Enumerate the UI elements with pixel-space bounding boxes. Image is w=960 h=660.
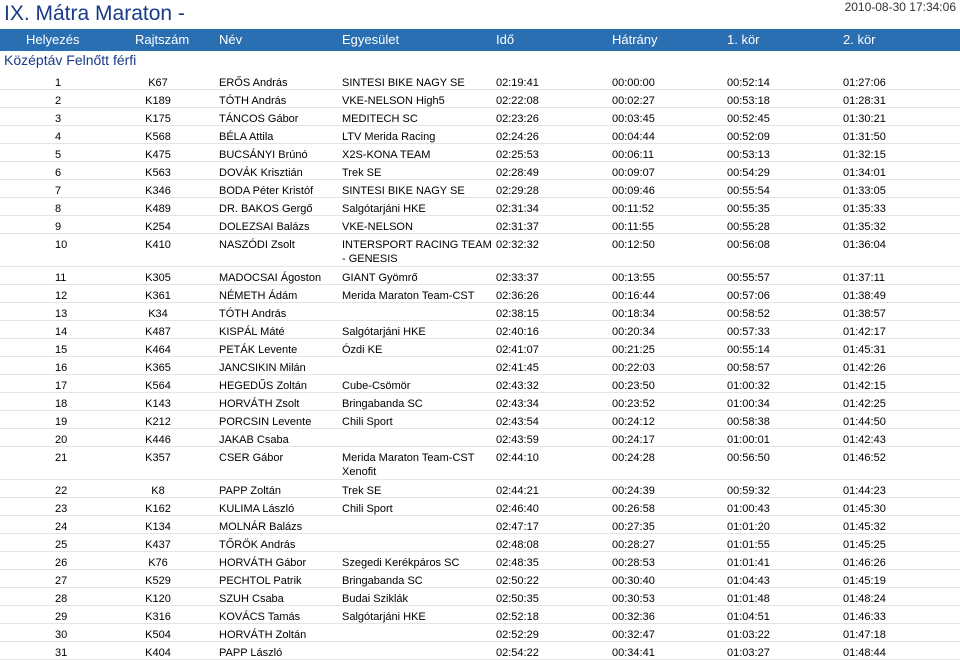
- cell-lap1: 01:03:27: [727, 647, 770, 659]
- cell-lap2: 01:46:26: [843, 557, 886, 569]
- cell-bib: K464: [145, 344, 171, 356]
- header-name: Név: [219, 32, 243, 47]
- cell-time: 02:43:34: [496, 398, 539, 410]
- cell-time: 02:33:37: [496, 272, 539, 284]
- cell-place: 5: [55, 149, 62, 161]
- table-row: [0, 624, 960, 642]
- cell-name: NASZÓDI Zsolt: [219, 239, 295, 251]
- cell-bib: K529: [145, 575, 171, 587]
- header-time: Idő: [496, 32, 515, 47]
- cell-bib: K34: [148, 308, 168, 320]
- cell-name: HEGEDŰS Zoltán: [219, 380, 308, 392]
- cell-gap: 00:00:00: [612, 77, 655, 89]
- cell-gap: 00:09:46: [612, 185, 655, 197]
- table-row: [0, 267, 960, 285]
- cell-lap1: 00:52:09: [727, 131, 770, 143]
- column-header-bar: [0, 29, 960, 51]
- cell-name: KISPÁL Máté: [219, 326, 285, 338]
- cell-gap: 00:32:47: [612, 629, 655, 641]
- cell-place: 30: [55, 629, 68, 641]
- cell-lap2: 01:31:50: [843, 131, 886, 143]
- cell-gap: 00:26:58: [612, 503, 655, 515]
- cell-lap1: 01:01:41: [727, 557, 770, 569]
- cell-place: 2: [55, 95, 62, 107]
- cell-name: PORCSIN Levente: [219, 416, 312, 428]
- cell-name: TÁNCOS Gábor: [219, 113, 299, 125]
- cell-gap: 00:18:34: [612, 308, 655, 320]
- cell-place: 19: [55, 416, 68, 428]
- cell-bib: K189: [145, 95, 171, 107]
- cell-bib: K305: [145, 272, 171, 284]
- cell-gap: 00:04:44: [612, 131, 655, 143]
- cell-club: Chili Sport: [342, 503, 393, 515]
- cell-lap2: 01:48:44: [843, 647, 886, 659]
- table-row: [0, 447, 960, 480]
- cell-place: 15: [55, 344, 68, 356]
- cell-time: 02:41:45: [496, 362, 539, 374]
- cell-name: ERŐS András: [219, 77, 288, 89]
- cell-name: DOLEZSAI Balázs: [219, 221, 310, 233]
- cell-lap2: 01:35:33: [843, 203, 886, 215]
- cell-lap1: 00:54:29: [727, 167, 770, 179]
- table-row: [0, 285, 960, 303]
- cell-lap2: 01:32:15: [843, 149, 886, 161]
- table-row: [0, 198, 960, 216]
- cell-bib: K8: [151, 485, 165, 497]
- cell-name: TÓTH András: [219, 95, 287, 107]
- cell-lap1: 01:00:34: [727, 398, 770, 410]
- table-row: [0, 234, 960, 267]
- cell-bib: K346: [145, 185, 171, 197]
- cell-bib: K563: [145, 167, 171, 179]
- cell-club: Salgótarjáni HKE: [342, 326, 426, 338]
- cell-lap1: 00:56:08: [727, 239, 770, 251]
- cell-gap: 00:24:39: [612, 485, 655, 497]
- cell-lap2: 01:35:32: [843, 221, 886, 233]
- table-row: [0, 357, 960, 375]
- cell-gap: 00:22:03: [612, 362, 655, 374]
- cell-lap1: 00:53:18: [727, 95, 770, 107]
- cell-time: 02:24:26: [496, 131, 539, 143]
- cell-lap2: 01:42:43: [843, 434, 886, 446]
- cell-place: 11: [55, 272, 67, 284]
- cell-lap1: 00:55:54: [727, 185, 770, 197]
- table-row: [0, 480, 960, 498]
- cell-bib: K410: [145, 239, 171, 251]
- cell-time: 02:52:29: [496, 629, 539, 641]
- cell-lap2: 01:45:19: [843, 575, 886, 587]
- cell-place: 24: [55, 521, 68, 533]
- cell-gap: 00:24:17: [612, 434, 655, 446]
- cell-time: 02:43:32: [496, 380, 539, 392]
- cell-name: PETÁK Levente: [219, 344, 298, 356]
- cell-lap2: 01:47:18: [843, 629, 886, 641]
- cell-lap1: 01:04:43: [727, 575, 770, 587]
- cell-bib: K504: [145, 629, 171, 641]
- cell-lap1: 00:58:52: [727, 308, 770, 320]
- cell-gap: 00:32:36: [612, 611, 655, 623]
- cell-lap2: 01:30:21: [843, 113, 886, 125]
- cell-lap1: 00:57:33: [727, 326, 770, 338]
- cell-time: 02:47:17: [496, 521, 539, 533]
- cell-bib: K365: [145, 362, 171, 374]
- cell-bib: K67: [148, 77, 168, 89]
- cell-name: KULIMA László: [219, 503, 295, 515]
- cell-time: 02:32:32: [496, 239, 539, 251]
- table-row: [0, 411, 960, 429]
- cell-time: 02:43:59: [496, 434, 539, 446]
- cell-lap2: 01:44:23: [843, 485, 886, 497]
- cell-bib: K564: [145, 380, 171, 392]
- cell-name: PECHTOL Patrik: [219, 575, 302, 587]
- cell-name: TŐRÖK András: [219, 539, 296, 551]
- cell-lap1: 01:00:01: [727, 434, 770, 446]
- cell-time: 02:31:34: [496, 203, 539, 215]
- cell-club: MEDITECH SC: [342, 113, 418, 125]
- cell-lap2: 01:45:25: [843, 539, 886, 551]
- cell-bib: K76: [148, 557, 168, 569]
- cell-lap1: 00:55:57: [727, 272, 770, 284]
- cell-lap2: 01:27:06: [843, 77, 886, 89]
- cell-lap1: 00:56:50: [727, 452, 770, 464]
- table-row: [0, 588, 960, 606]
- cell-time: 02:44:21: [496, 485, 539, 497]
- cell-club: Bringabanda SC: [342, 575, 423, 587]
- cell-club: Chili Sport: [342, 416, 393, 428]
- report-timestamp: 2010-08-30 17:34:06: [844, 0, 956, 14]
- cell-bib: K162: [145, 503, 171, 515]
- cell-lap2: 01:46:33: [843, 611, 886, 623]
- cell-lap2: 01:33:05: [843, 185, 886, 197]
- cell-name: SZUH Csaba: [219, 593, 284, 605]
- cell-lap1: 00:58:57: [727, 362, 770, 374]
- cell-gap: 00:28:27: [612, 539, 655, 551]
- cell-club: Ózdi KE: [342, 344, 383, 356]
- table-row: [0, 321, 960, 339]
- header-club: Egyesület: [342, 32, 400, 47]
- cell-time: 02:38:15: [496, 308, 539, 320]
- cell-place: 20: [55, 434, 68, 446]
- cell-lap2: 01:37:11: [843, 272, 886, 284]
- cell-gap: 00:02:27: [612, 95, 655, 107]
- header-gap: Hátrány: [612, 32, 658, 47]
- cell-gap: 00:12:50: [612, 239, 655, 251]
- cell-lap1: 01:04:51: [727, 611, 770, 623]
- cell-place: 7: [55, 185, 62, 197]
- cell-place: 13: [55, 308, 68, 320]
- cell-time: 02:50:35: [496, 593, 539, 605]
- cell-time: 02:46:40: [496, 503, 539, 515]
- cell-lap2: 01:45:30: [843, 503, 886, 515]
- cell-lap1: 00:55:35: [727, 203, 770, 215]
- cell-name: MOLNÁR Balázs: [219, 521, 303, 533]
- header-lap2: 2. kör: [843, 32, 876, 47]
- cell-place: 8: [55, 203, 62, 215]
- cell-club: Budai Sziklák: [342, 593, 409, 605]
- cell-place: 14: [55, 326, 68, 338]
- cell-club: Salgótarjáni HKE: [342, 611, 426, 623]
- table-row: [0, 570, 960, 588]
- table-row: [0, 216, 960, 234]
- cell-lap1: 01:00:43: [727, 503, 770, 515]
- cell-place: 21: [55, 452, 68, 464]
- cell-time: 02:48:08: [496, 539, 539, 551]
- cell-gap: 00:23:50: [612, 380, 655, 392]
- cell-bib: K361: [145, 290, 171, 302]
- cell-bib: K120: [145, 593, 171, 605]
- cell-name: CSER Gábor: [219, 452, 284, 464]
- cell-place: 6: [55, 167, 62, 179]
- cell-lap1: 00:52:14: [727, 77, 770, 89]
- cell-place: 25: [55, 539, 68, 551]
- cell-club: VKE-NELSON High5: [342, 95, 445, 107]
- table-row: [0, 108, 960, 126]
- cell-bib: K475: [145, 149, 171, 161]
- cell-lap2: 01:48:24: [843, 593, 886, 605]
- cell-club: X2S-KONA TEAM: [342, 149, 431, 161]
- cell-lap1: 00:53:13: [727, 149, 770, 161]
- cell-lap2: 01:42:15: [843, 380, 886, 392]
- cell-club: Cube-Csömör: [342, 380, 411, 392]
- cell-club: VKE-NELSON: [342, 221, 413, 233]
- cell-name: TÓTH András: [219, 308, 287, 320]
- cell-time: 02:28:49: [496, 167, 539, 179]
- cell-lap2: 01:42:17: [843, 326, 886, 338]
- cell-name: JANCSIKIN Milán: [219, 362, 306, 374]
- table-row: [0, 303, 960, 321]
- results-table: [0, 72, 960, 660]
- cell-time: 02:41:07: [496, 344, 539, 356]
- cell-time: 02:44:10: [496, 452, 539, 464]
- cell-lap2: 01:38:49: [843, 290, 886, 302]
- cell-bib: K489: [145, 203, 171, 215]
- cell-lap1: 01:01:55: [727, 539, 770, 551]
- cell-name: BÉLA Attila: [219, 131, 274, 143]
- cell-time: 02:43:54: [496, 416, 539, 428]
- cell-place: 9: [55, 221, 62, 233]
- cell-place: 17: [55, 380, 68, 392]
- table-row: [0, 552, 960, 570]
- cell-time: 02:54:22: [496, 647, 539, 659]
- cell-lap1: 01:03:22: [727, 629, 770, 641]
- cell-time: 02:36:26: [496, 290, 539, 302]
- cell-gap: 00:24:12: [612, 416, 655, 428]
- table-row: [0, 534, 960, 552]
- cell-gap: 00:09:07: [612, 167, 655, 179]
- cell-bib: K446: [145, 434, 171, 446]
- cell-lap1: 00:52:45: [727, 113, 770, 125]
- cell-lap1: 01:01:48: [727, 593, 770, 605]
- cell-club: Trek SE: [342, 485, 382, 497]
- table-row: [0, 339, 960, 357]
- cell-gap: 00:27:35: [612, 521, 655, 533]
- cell-lap1: 00:55:28: [727, 221, 770, 233]
- cell-lap1: 00:59:32: [727, 485, 770, 497]
- table-row: [0, 516, 960, 534]
- cell-place: 28: [55, 593, 68, 605]
- table-row: [0, 375, 960, 393]
- cell-gap: 00:23:52: [612, 398, 655, 410]
- cell-bib: K487: [145, 326, 171, 338]
- table-row: [0, 90, 960, 108]
- cell-gap: 00:28:53: [612, 557, 655, 569]
- cell-club: Bringabanda SC: [342, 398, 423, 410]
- cell-name: HORVÁTH Zoltán: [219, 629, 307, 641]
- cell-name: BUCSÁNYI Brúnó: [219, 149, 308, 161]
- cell-gap: 00:30:40: [612, 575, 655, 587]
- cell-bib: K175: [145, 113, 171, 125]
- cell-place: 31: [55, 647, 68, 659]
- cell-bib: K404: [145, 647, 171, 659]
- cell-place: 4: [55, 131, 62, 143]
- cell-lap1: 00:55:14: [727, 344, 770, 356]
- table-row: [0, 162, 960, 180]
- cell-name: BODA Péter Kristóf: [219, 185, 314, 197]
- cell-name: PAPP László: [219, 647, 283, 659]
- table-row: [0, 498, 960, 516]
- cell-lap2: 01:45:32: [843, 521, 886, 533]
- header-lap1: 1. kör: [727, 32, 760, 47]
- cell-bib: K437: [145, 539, 171, 551]
- cell-time: 02:29:28: [496, 185, 539, 197]
- cell-place: 3: [55, 113, 62, 125]
- cell-lap1: 01:00:32: [727, 380, 770, 392]
- cell-place: 12: [55, 290, 68, 302]
- cell-lap2: 01:45:31: [843, 344, 886, 356]
- cell-name: PAPP Zoltán: [219, 485, 281, 497]
- cell-gap: 00:13:55: [612, 272, 655, 284]
- cell-lap2: 01:36:04: [843, 239, 886, 251]
- cell-lap2: 01:34:01: [843, 167, 886, 179]
- cell-place: 29: [55, 611, 68, 623]
- table-row: [0, 180, 960, 198]
- cell-club: Trek SE: [342, 167, 382, 179]
- cell-lap2: 01:42:26: [843, 362, 886, 374]
- cell-gap: 00:11:52: [612, 203, 655, 215]
- cell-bib: K357: [145, 452, 171, 464]
- cell-club: Merida Maraton Team-CST Xenofit: [342, 452, 475, 478]
- table-row: [0, 72, 960, 90]
- cell-place: 10: [55, 239, 68, 251]
- cell-club: INTERSPORT RACING TEAM - GENESIS: [342, 239, 492, 265]
- cell-bib: K568: [145, 131, 171, 143]
- cell-gap: 00:30:53: [612, 593, 655, 605]
- cell-name: JAKAB Csaba: [219, 434, 289, 446]
- cell-lap1: 01:01:20: [727, 521, 770, 533]
- cell-lap2: 01:38:57: [843, 308, 886, 320]
- cell-time: 02:50:22: [496, 575, 539, 587]
- cell-name: MADOCSAI Ágoston: [219, 272, 322, 284]
- cell-time: 02:48:35: [496, 557, 539, 569]
- cell-gap: 00:21:25: [612, 344, 655, 356]
- cell-club: Salgótarjáni HKE: [342, 203, 426, 215]
- header-bib: Rajtszám: [135, 32, 190, 47]
- cell-lap1: 00:58:38: [727, 416, 770, 428]
- cell-time: 02:52:18: [496, 611, 539, 623]
- cell-club: LTV Merida Racing: [342, 131, 436, 143]
- table-row: [0, 429, 960, 447]
- cell-place: 22: [55, 485, 68, 497]
- cell-time: 02:23:26: [496, 113, 539, 125]
- cell-name: KOVÁCS Tamás: [219, 611, 301, 623]
- cell-time: 02:22:08: [496, 95, 539, 107]
- cell-place: 23: [55, 503, 68, 515]
- cell-time: 02:31:37: [496, 221, 539, 233]
- cell-time: 02:40:16: [496, 326, 539, 338]
- table-row: [0, 393, 960, 411]
- table-row: [0, 144, 960, 162]
- table-row: [0, 642, 960, 660]
- cell-lap2: 01:28:31: [843, 95, 886, 107]
- cell-name: NÉMETH Ádám: [219, 290, 298, 302]
- cell-gap: 00:11:55: [612, 221, 655, 233]
- cell-gap: 00:24:28: [612, 452, 655, 464]
- cell-name: HORVÁTH Zsolt: [219, 398, 300, 410]
- cell-name: DOVÁK Krisztián: [219, 167, 303, 179]
- cell-club: SINTESI BIKE NAGY SE: [342, 77, 465, 89]
- cell-time: 02:25:53: [496, 149, 539, 161]
- table-row: [0, 606, 960, 624]
- cell-club: Merida Maraton Team-CST: [342, 290, 475, 302]
- header-place: Helyezés: [26, 32, 80, 47]
- category-title: Középtáv Felnőtt férfi: [4, 52, 137, 68]
- cell-club: GIANT Gyömrő: [342, 272, 418, 284]
- cell-gap: 00:20:34: [612, 326, 655, 338]
- table-row: [0, 126, 960, 144]
- cell-place: 18: [55, 398, 68, 410]
- cell-bib: K143: [145, 398, 171, 410]
- cell-time: 02:19:41: [496, 77, 539, 89]
- cell-gap: 00:16:44: [612, 290, 655, 302]
- cell-bib: K212: [145, 416, 171, 428]
- cell-lap2: 01:44:50: [843, 416, 886, 428]
- cell-club: SINTESI BIKE NAGY SE: [342, 185, 465, 197]
- cell-place: 1: [55, 77, 62, 89]
- cell-gap: 00:03:45: [612, 113, 655, 125]
- cell-lap1: 00:57:06: [727, 290, 770, 302]
- page-title: IX. Mátra Maraton -: [4, 2, 185, 25]
- cell-lap2: 01:42:25: [843, 398, 886, 410]
- cell-name: DR. BAKOS Gergő: [219, 203, 313, 215]
- cell-place: 16: [55, 362, 68, 374]
- cell-bib: K316: [145, 611, 171, 623]
- cell-lap2: 01:46:52: [843, 452, 886, 464]
- cell-bib: K134: [145, 521, 171, 533]
- cell-place: 26: [55, 557, 68, 569]
- cell-bib: K254: [145, 221, 171, 233]
- cell-name: HORVÁTH Gábor: [219, 557, 307, 569]
- cell-club: Szegedi Kerékpáros SC: [342, 557, 460, 569]
- cell-place: 27: [55, 575, 68, 587]
- cell-gap: 00:06:11: [612, 149, 655, 161]
- cell-gap: 00:34:41: [612, 647, 655, 659]
